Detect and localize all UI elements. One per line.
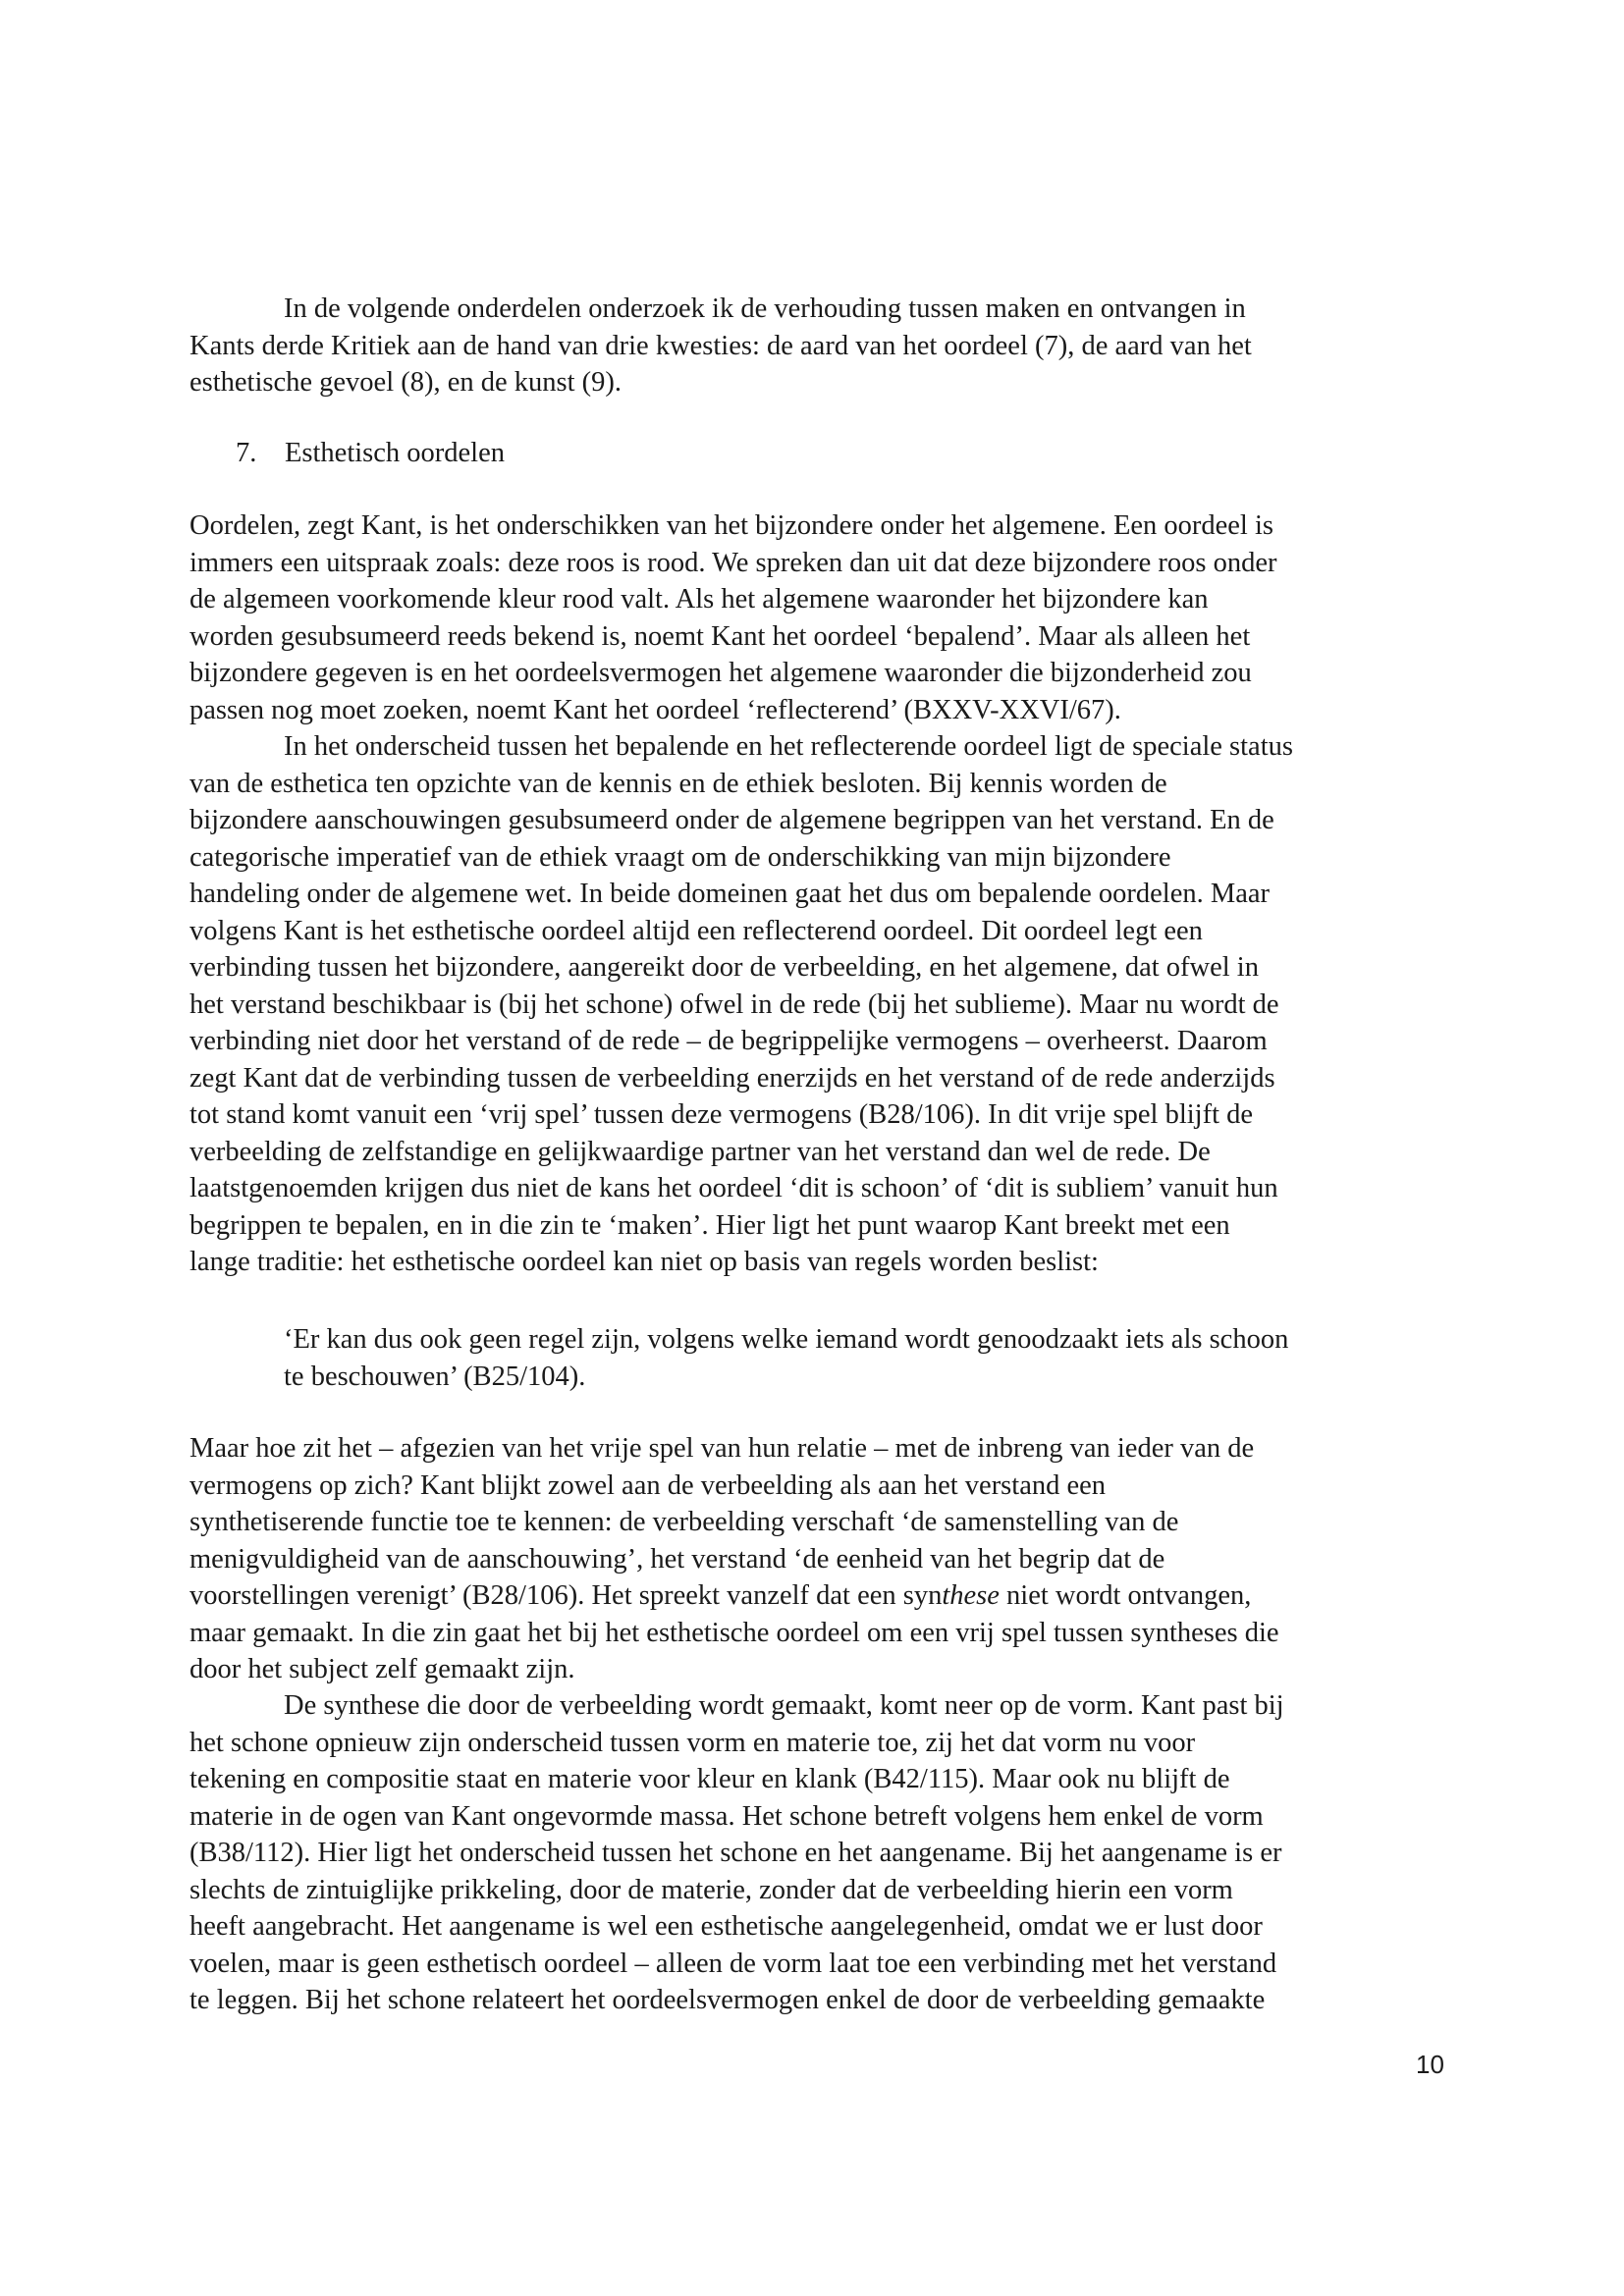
text-line: slechts de zintuiglijke prikkeling, door de materie, zonder dat de verbeelding hierin een vorm bbox=[189, 1874, 1233, 1905]
paragraph-4 bbox=[189, 1687, 1446, 2019]
text-line: (B38/112). Hier ligt het onderscheid tussen het schone en het aangename. Bij het aangename is er bbox=[189, 1838, 1282, 1868]
text-line bbox=[189, 1577, 1446, 1615]
text-line: vermogens op zich? Kant blijkt zowel aan de verbeelding als aan het verstand een bbox=[189, 1469, 1107, 1501]
paragraph-1 bbox=[189, 507, 1446, 728]
text-line: Oordelen, zegt Kant, is het onderschikken van het bijzondere onder het algemene. Een oordeel is bbox=[189, 510, 1273, 541]
section-number: 7. bbox=[236, 438, 257, 468]
text-line: De synthese die door de verbeelding wordt gemaakt, komt neer op de vorm. Kant past bij bbox=[284, 1690, 1284, 1721]
text-line: passen nog moet zoeken, noemt Kant het oordeel ‘reflecterend’ (BXXV-XXVI/67). bbox=[189, 694, 1121, 725]
paragraph-2 bbox=[189, 728, 1446, 1281]
text-line: begrippen te bepalen, en in die zin te ‘maken’. Hier ligt het punt waarop Kant breekt met een bbox=[189, 1209, 1230, 1241]
text-line: laatstgenoemden krijgen dus niet de kans het oordeel ‘dit is schoon’ of ‘dit is subliem’ vanuit hun bbox=[189, 1173, 1278, 1203]
text-line: lange traditie: het esthetische oordeel kan niet op basis van regels worden beslist: bbox=[189, 1247, 1099, 1277]
text-line: Kants derde Kritiek aan de hand van drie kwesties: de aard van het oordeel (7), de aard van het bbox=[189, 330, 1252, 361]
paragraph-3 bbox=[189, 1430, 1446, 1688]
text-line: In het onderscheid tussen het bepalende en het reflecterende oordeel ligt de speciale status bbox=[284, 731, 1293, 762]
text-line: te beschouwen’ (B25/104). bbox=[284, 1361, 586, 1392]
text-line: handeling onder de algemene wet. In beide domeinen gaat het dus om bepalende oordelen. Maar bbox=[189, 879, 1271, 909]
section-heading bbox=[236, 435, 505, 472]
text-line: materie in de ogen van Kant ongevormde massa. Het schone betreft volgens hem enkel de vorm bbox=[189, 1800, 1264, 1832]
text-line: bijzondere gegeven is en het oordeelsvermogen het algemene waaronder die bijzonderheid zou bbox=[189, 658, 1252, 688]
text-line: categorische imperatief van de ethiek vraagt om de onderschikking van mijn bijzondere bbox=[189, 841, 1171, 873]
text-line: ‘Er kan dus ook geen regel zijn, volgens welke iemand wordt genoodzaakt iets als schoon bbox=[284, 1324, 1289, 1355]
text-segment: niet wordt ontvangen, bbox=[999, 1580, 1252, 1611]
text-line: tot stand komt vanuit een ‘vrij spel’ tussen deze vermogens (B28/106). In dit vrije spel blijft de bbox=[189, 1099, 1254, 1130]
italic-emphasis: these bbox=[942, 1580, 1000, 1611]
text-line: immers een uitspraak zoals: deze roos is rood. We spreken dan uit dat deze bijzondere roos onder bbox=[189, 547, 1277, 578]
text-line: verbinding tussen het bijzondere, aangereikt door de verbeelding, en het algemene, dat ofwel in bbox=[189, 952, 1259, 983]
text-line: menigvuldigheid van de aanschouwing’, het verstand ‘de eenheid van het begrip dat de bbox=[189, 1543, 1165, 1575]
text-line: door het subject zelf gemaakt zijn. bbox=[189, 1654, 575, 1684]
block-quote bbox=[284, 1321, 1462, 1395]
text-line: voelen, maar is geen esthetisch oordeel – alleen de vorm laat toe een verbinding met het verstand bbox=[189, 1948, 1277, 1979]
text-segment: voorstellingen verenigt’ (B28/106). Het spreekt vanzelf dat een syn bbox=[189, 1580, 943, 1611]
text-line: te leggen. Bij het schone relateert het oordeelsvermogen enkel de door de verbeelding gemaakte bbox=[189, 1985, 1266, 2015]
text-line: verbinding niet door het verstand of de rede – de begrippelijke vermogens – overheerst. Daarom bbox=[189, 1026, 1268, 1056]
text-line: het verstand beschikbaar is (bij het schone) ofwel in de rede (bij het sublieme). Maar nu wordt de bbox=[189, 988, 1279, 1020]
text-line: synthetiserende functie toe te kennen: de verbeelding verschaft ‘de samenstelling van de bbox=[189, 1507, 1179, 1537]
page-number: 10 bbox=[1416, 2050, 1444, 2079]
text-line: verbeelding de zelfstandige en gelijkwaardige partner van het verstand dan wel de rede. De bbox=[189, 1136, 1211, 1167]
text-line: heeft aangebracht. Het aangename is wel een esthetische aangelegenheid, omdat we er lust door bbox=[189, 1911, 1263, 1942]
text-line: van de esthetica ten opzichte van de kennis en de ethiek besloten. Bij kennis worden de bbox=[189, 768, 1167, 799]
text-line: zegt Kant dat de verbinding tussen de verbeelding enerzijds en het verstand of de rede anderzijds bbox=[189, 1062, 1275, 1094]
text-line: bijzondere aanschouwingen gesubsumeerd onder de algemene begrippen van het verstand. En de bbox=[189, 805, 1274, 835]
text-line: volgens Kant is het esthetische oordeel altijd een reflecterend oordeel. Dit oordeel legt een bbox=[189, 915, 1203, 946]
intro-paragraph bbox=[189, 291, 1446, 401]
text-line: het schone opnieuw zijn onderscheid tussen vorm en materie toe, zij het dat vorm nu voor bbox=[189, 1727, 1196, 1758]
text-line: In de volgende onderdelen onderzoek ik de verhouding tussen maken en ontvangen in bbox=[284, 294, 1246, 324]
text-line: worden gesubsumeerd reeds bekend is, noemt Kant het oordeel ‘bepalend’. Maar als alleen het bbox=[189, 620, 1251, 652]
text-line: Maar hoe zit het – afgezien van het vrije spel van hun relatie – met de inbreng van ieder van de bbox=[189, 1433, 1255, 1464]
section-title: Esthetisch oordelen bbox=[285, 438, 505, 468]
text-line: de algemeen voorkomende kleur rood valt. Als het algemene waaronder het bijzondere kan bbox=[189, 584, 1209, 614]
text-line: maar gemaakt. In die zin gaat het bij het esthetische oordeel om een vrij spel tussen syntheses die bbox=[189, 1617, 1279, 1648]
text-line: esthetische gevoel (8), en de kunst (9). bbox=[189, 367, 623, 398]
text-line: tekening en compositie staat en materie voor kleur en klank (B42/115). Maar ook nu blijft de bbox=[189, 1764, 1230, 1794]
